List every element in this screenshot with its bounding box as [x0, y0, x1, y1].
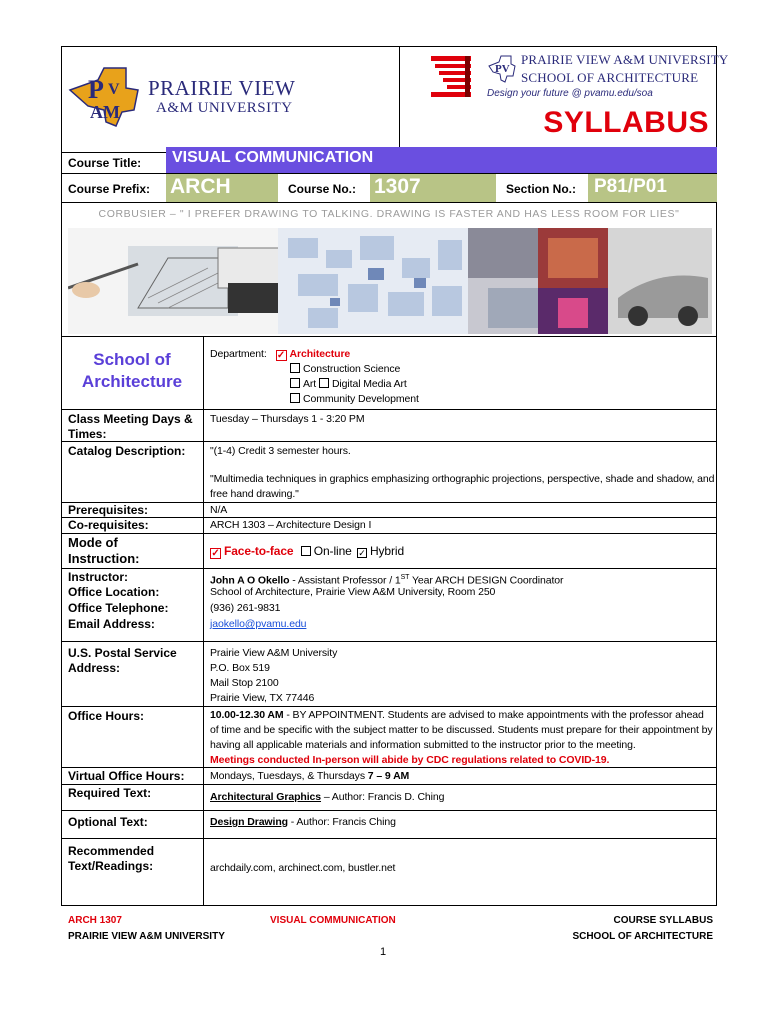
divider [61, 441, 717, 442]
course-number-box [370, 174, 496, 202]
footer-course-code: ARCH 1307 [68, 915, 122, 926]
divider [61, 533, 717, 534]
page-number: 1 [380, 946, 387, 958]
checkbox-icon [290, 378, 300, 388]
department-community-label: Community Development [303, 393, 419, 405]
footer-course-title: VISUAL COMMUNICATION [270, 915, 396, 926]
office-hours-label: Office Hours: [68, 709, 145, 723]
corbusier-quote: CORBUSIER – " I PREFER DRAWING TO TALKING. DRAWING IS FASTER AND HAS LESS ROOM FOR LIES" [98, 208, 680, 220]
divider [61, 409, 717, 410]
email-link[interactable]: jaokello@pvamu.edu [210, 618, 307, 630]
divider [61, 784, 717, 785]
course-title-label: Course Title: [68, 156, 142, 170]
header-divider [399, 46, 400, 152]
soa-logo-line1: PRAIRIE VIEW A&M UNIVERSITY [521, 52, 729, 67]
postal-line: Mail Stop 2100 [210, 677, 279, 689]
checkbox-icon [290, 393, 300, 403]
column-divider [203, 336, 204, 906]
checkbox-icon [319, 378, 329, 388]
section-label: Section No.: [506, 182, 577, 196]
catalog-credit: "(1-4) Credit 3 semester hours. [210, 445, 351, 457]
checked-checkbox-icon: ✓ [276, 350, 286, 361]
instructor-title: - Assistant Professor / 1 [289, 574, 401, 587]
divider [61, 810, 717, 811]
divider [61, 838, 717, 839]
svg-text:P: P [88, 75, 104, 104]
required-author: – Author: Francis D. Ching [321, 791, 445, 803]
soa-tagline: Design your future @ pvamu.edu/soa [487, 88, 653, 99]
course-title-bar [166, 147, 717, 173]
instructor-label: Instructor: [68, 570, 128, 584]
pvamu-logo-line1: PRAIRIE VIEW [148, 76, 296, 100]
department-digital-media-label: Digital Media Art [331, 378, 407, 390]
department-block [210, 347, 715, 407]
pvamu-logo [68, 60, 314, 132]
architecture-collage-image [68, 228, 712, 334]
course-number: 1307 [374, 175, 421, 198]
department-art[interactable] [210, 377, 715, 392]
optional-author: - Author: Francis Ching [287, 816, 396, 828]
course-prefix-box [166, 174, 278, 202]
covid-notice: Meetings conducted In-person will abide by CDC regulations related to COVID-19. [210, 754, 610, 766]
svg-text:PV: PV [495, 63, 510, 75]
divider [61, 202, 717, 203]
checked-checkbox-icon: ✓ [358, 548, 366, 558]
meeting-value: Tuesday – Thursdays 1 - 3:20 PM [210, 413, 365, 425]
optional-text-label: Optional Text: [68, 815, 148, 829]
mode-face-to-face[interactable] [210, 544, 294, 558]
virtual-hours-label: Virtual Office Hours: [68, 769, 185, 783]
instructor-name: John A O Okello [210, 574, 290, 587]
mode-face-to-face-label: Face-to-face [224, 544, 294, 558]
department-label: Department: [210, 348, 267, 360]
instructor-title-sup: ST [400, 574, 410, 581]
virtual-hours-value [210, 769, 715, 784]
pvamu-small-emblem-icon [487, 54, 517, 84]
department-construction-label: Construction Science [303, 363, 401, 375]
soa-logo [429, 50, 729, 102]
syllabus-title: SYLLABUS [543, 106, 709, 139]
email-label: Email Address: [68, 617, 155, 631]
mode-hybrid-label: Hybrid [369, 544, 405, 558]
divider [61, 568, 717, 569]
course-number-label: Course No.: [288, 182, 357, 196]
prereq-value: N/A [210, 504, 228, 516]
office-hours-time: 10.00-12.30 AM [210, 709, 284, 721]
postal-line: P.O. Box 519 [210, 662, 270, 674]
checked-checkbox-icon: ✓ [211, 548, 220, 559]
catalog-description: "Multimedia techniques in graphics emphasizing orthographic projections, perspective, shade and shadow, and free hand drawing." [210, 473, 715, 500]
postal-line: Prairie View A&M University [210, 647, 338, 659]
section-box [588, 174, 717, 202]
mode-options [210, 544, 715, 559]
coreq-value: ARCH 1303 – Architecture Design I [210, 519, 372, 531]
section-number: P81/P01 [594, 176, 667, 197]
location-label: Office Location: [68, 585, 160, 599]
mode-hybrid[interactable] [357, 544, 404, 558]
department-architecture[interactable] [276, 348, 351, 360]
school-name: School of Architecture [81, 350, 183, 391]
mode-online[interactable] [301, 544, 352, 558]
location-value: School of Architecture, Prairie View A&M University, Room 250 [210, 586, 496, 598]
recommended-label: Recommended Text/Readings: [68, 844, 155, 873]
office-hours-text: - BY APPOINTMENT. Students are advised to make appointments with the professor ahead of time and be specific with the subject matter to be discussed. Students must prepare for their appointment by having all applicable materials and information submitted to the instructor prior to the meeting. [210, 709, 713, 751]
phone-value: (936) 261-9831 [210, 602, 281, 614]
catalog-label: Catalog Description: [68, 444, 186, 458]
department-architecture-label: Architecture [289, 348, 351, 360]
department-art-label: Art [303, 378, 317, 390]
footer-university: PRAIRIE VIEW A&M UNIVERSITY [68, 931, 225, 942]
soa-logo-line2: SCHOOL OF ARCHITECTURE [521, 70, 699, 85]
meeting-label: Class Meeting Days & Times: [68, 412, 193, 441]
department-construction[interactable] [210, 362, 715, 377]
svg-text:V: V [108, 81, 120, 98]
postal-label: U.S. Postal Service Address: [68, 646, 177, 675]
svg-text:AM: AM [90, 102, 120, 122]
footer-school: SCHOOL OF ARCHITECTURE [572, 931, 713, 942]
required-text-label: Required Text: [68, 786, 152, 800]
checkbox-icon [290, 363, 300, 373]
collage-icon [68, 228, 712, 334]
optional-book: Design Drawing [210, 816, 288, 828]
virtual-hours-days: Mondays, Tuesdays, & Thursdays [210, 770, 368, 782]
course-prefix: ARCH [170, 175, 231, 198]
header [61, 46, 729, 152]
instructor-title-rest: Year ARCH DESIGN Coordinator [409, 574, 564, 587]
course-prefix-label: Course Prefix: [68, 182, 151, 196]
divider [61, 706, 717, 707]
optional-text-value [210, 815, 715, 830]
prereq-label: Prerequisites: [68, 503, 149, 517]
pvamu-logo-line2: A&M UNIVERSITY [156, 100, 293, 116]
divider [61, 767, 717, 768]
office-hours-value [210, 708, 715, 753]
soa-building-icon [429, 52, 481, 100]
checkbox-icon [301, 546, 311, 556]
divider [61, 336, 717, 337]
required-text-value [210, 790, 715, 805]
phone-label: Office Telephone: [68, 601, 169, 615]
postal-line: Prairie View, TX 77446 [210, 692, 315, 704]
mode-online-label: On-line [313, 544, 352, 558]
divider [61, 641, 717, 642]
mode-label: Mode of Instruction: [68, 535, 140, 566]
virtual-hours-time: 7 – 9 AM [367, 770, 410, 782]
recommended-value: archdaily.com, archinect.com, bustler.net [210, 862, 396, 874]
postal-address [210, 646, 715, 706]
department-community[interactable] [210, 392, 715, 407]
required-book: Architectural Graphics [210, 791, 322, 803]
footer-syllabus: COURSE SYLLABUS [613, 915, 713, 926]
course-title: VISUAL COMMUNICATION [172, 149, 374, 166]
coreq-label: Co-requisites: [68, 518, 149, 532]
